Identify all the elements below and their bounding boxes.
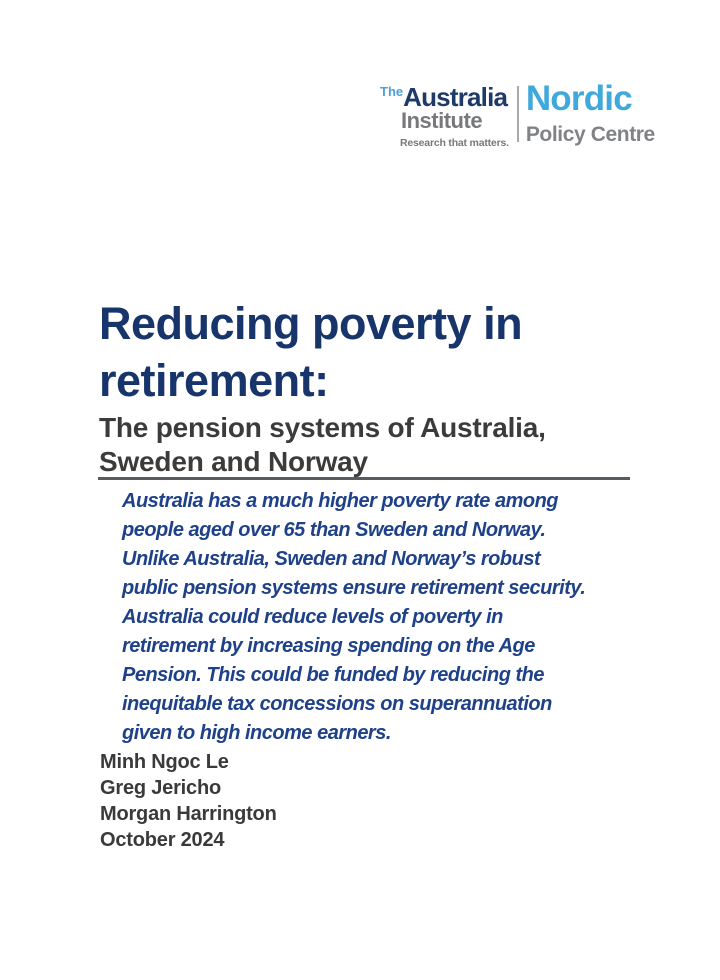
- logo-institute-label: Institute: [401, 108, 483, 133]
- logo-divider: [517, 86, 519, 142]
- abstract-line: Australia has a much higher poverty rate among: [122, 490, 559, 512]
- abstract-line: Unlike Australia, Sweden and Norway’s robust: [122, 548, 541, 570]
- abstract-line: public pension systems ensure retirement security.: [122, 577, 586, 599]
- logo-the-label: The: [380, 84, 404, 99]
- nordic-policy-centre-logo: [525, 79, 655, 147]
- author-name: Greg Jericho: [100, 777, 221, 799]
- abstract-line: given to high income earners.: [122, 722, 391, 744]
- logo-nordic-label: Nordic: [525, 79, 632, 118]
- abstract-block: [122, 487, 602, 748]
- abstract-line: Pension. This could be funded by reducing the: [122, 664, 544, 686]
- report-subtitle: The pension systems of Australia, Sweden and Norway: [99, 412, 546, 477]
- abstract-line: inequitable tax concessions on superannuation: [122, 693, 552, 715]
- australia-institute-logo-row: [380, 84, 509, 110]
- author-name: Morgan Harrington: [100, 803, 277, 825]
- publication-date: October 2024: [100, 829, 225, 851]
- australia-institute-logo: [380, 84, 509, 149]
- report-title: Reducing poverty in retirement:: [99, 298, 523, 406]
- author-name: Minh Ngoc Le: [100, 751, 229, 773]
- logo-lockup: [380, 79, 655, 149]
- logo-australia-label: Australia: [403, 82, 508, 112]
- authors-block: [100, 749, 277, 853]
- abstract-line: retirement by increasing spending on the Age: [122, 635, 535, 657]
- abstract-line: people aged over 65 than Sweden and Norway.: [122, 519, 546, 541]
- logo-policy-centre-label: Policy Centre: [525, 122, 655, 146]
- logo-tagline: Research that matters.: [400, 137, 509, 149]
- abstract-line: Australia could reduce levels of poverty in: [122, 606, 503, 628]
- title-underline-rule: [98, 477, 630, 480]
